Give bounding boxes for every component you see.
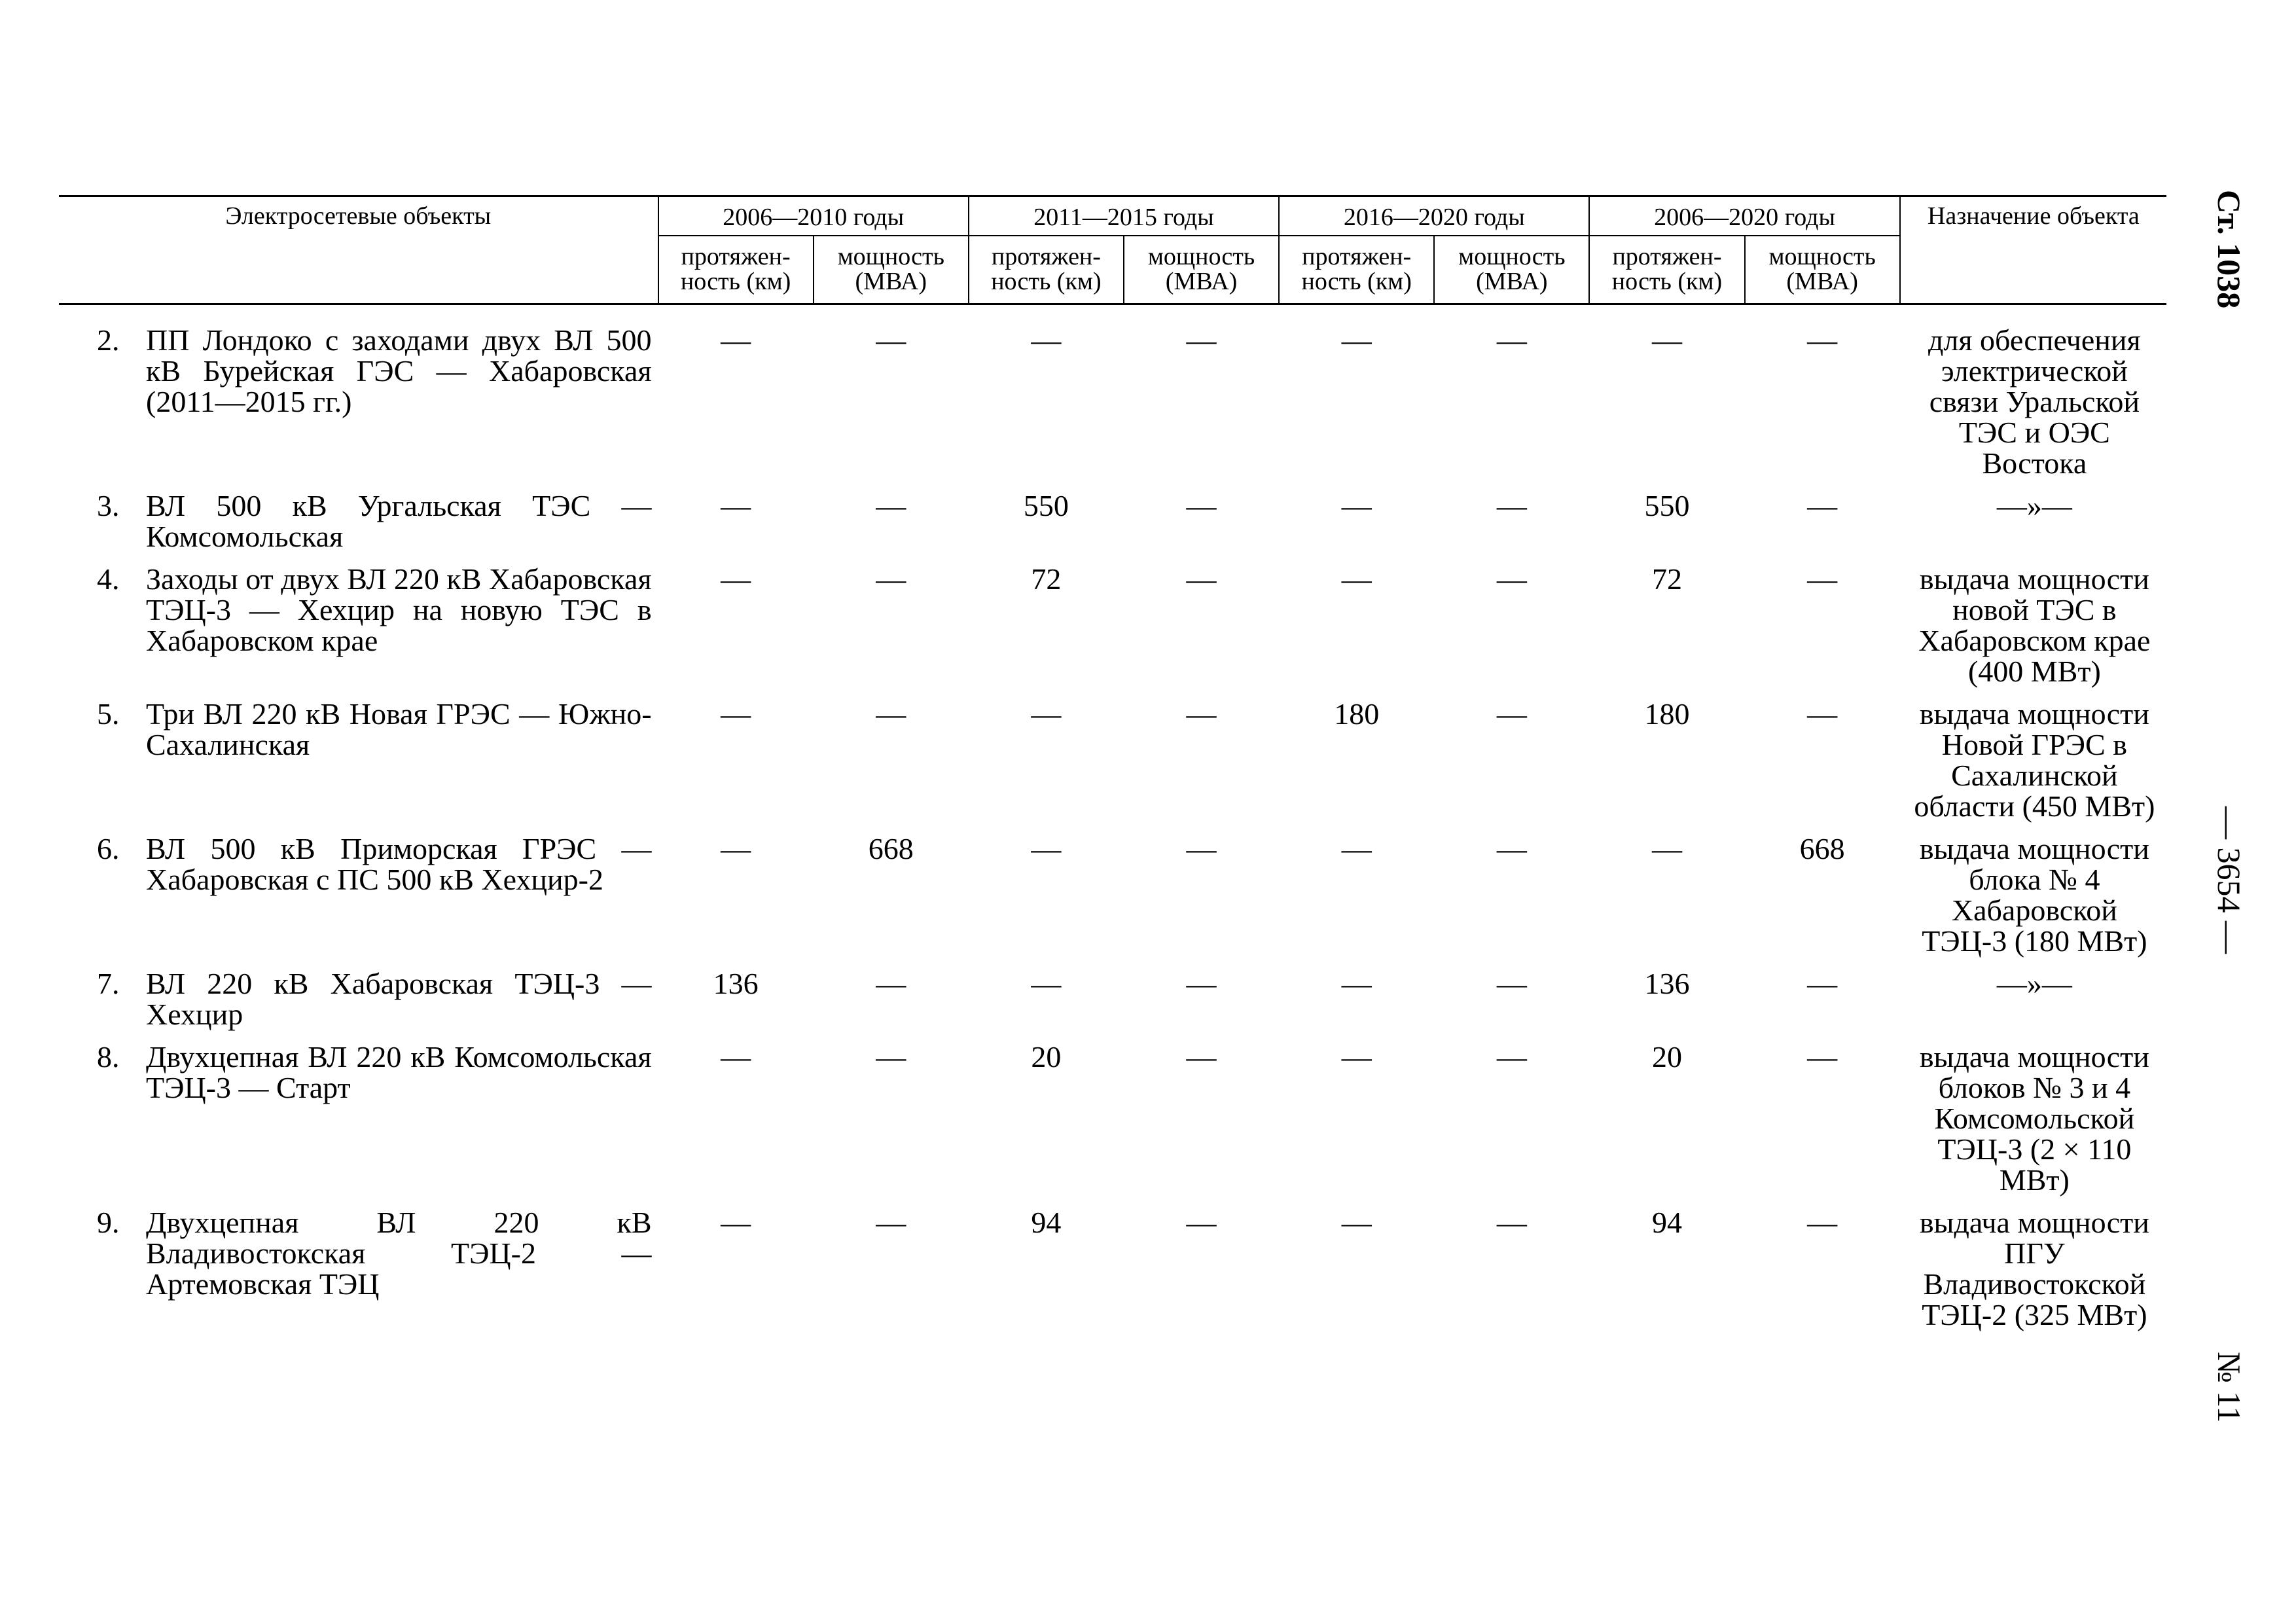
length-value: —: [721, 489, 751, 522]
header-length: протяжен-ность (км): [1279, 236, 1434, 304]
power-value: —: [876, 323, 906, 357]
power-value: —: [1496, 323, 1527, 357]
power-value: —: [1496, 562, 1527, 596]
table-row: [59, 698, 2166, 833]
power-value: —: [1186, 967, 1217, 1000]
power-value: 668: [868, 832, 914, 865]
header-power: мощность (МВА): [814, 236, 969, 304]
table-row: [59, 1207, 2166, 1342]
length-value: —: [1341, 1206, 1372, 1239]
power-value: —: [876, 489, 906, 522]
table-row: [59, 968, 2166, 1041]
power-value: —: [1186, 832, 1217, 865]
power-grid-table: [59, 195, 2166, 1342]
object-cell: [59, 304, 658, 491]
length-value: 94: [1031, 1206, 1062, 1239]
length-value: —: [1341, 323, 1372, 357]
object-name: ПП Лондоко с заходами двух ВЛ 500 кВ Бурейская ГЭС — Хабаровская (2011—2015 гг.): [146, 323, 652, 418]
header-period-1: 2006—2010 годы: [658, 196, 969, 236]
object-cell: [59, 1041, 658, 1207]
purpose-cell: выдача мощности ПГУ Владивостокской ТЭЦ-2 (325 МВт): [1919, 1206, 2149, 1331]
power-value: —: [1186, 489, 1217, 522]
power-value: 668: [1799, 832, 1845, 865]
length-value: 136: [1644, 967, 1690, 1000]
power-value: —: [1807, 697, 1838, 731]
row-number: 8.: [97, 1040, 120, 1074]
issue-number: № 11: [2211, 1352, 2248, 1423]
length-value: —: [1341, 832, 1372, 865]
header-power: мощность (МВА): [1434, 236, 1589, 304]
length-value: —: [1031, 967, 1062, 1000]
row-number: 5.: [97, 697, 120, 731]
object-name: ВЛ 500 кВ Ургальская ТЭС — Комсомольская: [146, 489, 652, 553]
power-value: —: [1186, 1040, 1217, 1074]
object-cell: [59, 490, 658, 564]
header-length: протяжен-ность (км): [1589, 236, 1744, 304]
object-cell: [59, 1207, 658, 1342]
header-length: протяжен-ность (км): [969, 236, 1124, 304]
power-value: —: [1807, 323, 1838, 357]
row-number: 2.: [97, 323, 120, 357]
object-name: Двухцепная ВЛ 220 кВ Владивостокская ТЭЦ-2 — Артемовская ТЭЦ: [146, 1206, 652, 1301]
length-value: 20: [1651, 1040, 1682, 1074]
power-value: —: [876, 562, 906, 596]
header-length: протяжен-ность (км): [658, 236, 814, 304]
length-value: —: [721, 1040, 751, 1074]
object-cell: [59, 564, 658, 698]
length-value: —: [721, 562, 751, 596]
power-value: —: [1807, 1040, 1838, 1074]
purpose-cell: выдача мощности новой ТЭС в Хабаровском крае (400 МВт): [1918, 562, 2151, 688]
object-cell: [59, 698, 658, 833]
length-value: —: [1031, 697, 1062, 731]
purpose-cell: —»—: [1996, 967, 2072, 1000]
power-value: —: [1186, 562, 1217, 596]
power-value: —: [1496, 1206, 1527, 1239]
object-cell: [59, 968, 658, 1041]
length-value: —: [1341, 562, 1372, 596]
purpose-cell: для обеспечения электрической связи Уральской ТЭС и ОЭС Востока: [1928, 323, 2141, 480]
row-number: 9.: [97, 1206, 120, 1239]
length-value: —: [1651, 323, 1682, 357]
length-value: 72: [1651, 562, 1682, 596]
length-value: —: [721, 323, 751, 357]
length-value: —: [1031, 323, 1062, 357]
length-value: 550: [1023, 489, 1069, 522]
purpose-cell: —»—: [1996, 489, 2072, 522]
header-purpose: Назначение объекта: [1900, 196, 2166, 304]
header-power: мощность (МВА): [1745, 236, 1900, 304]
power-value: —: [1496, 489, 1527, 522]
length-value: —: [1341, 1040, 1372, 1074]
header-period-3: 2016—2020 годы: [1279, 196, 1589, 236]
row-number: 3.: [97, 489, 120, 522]
header-period-4: 2006—2020 годы: [1589, 196, 1899, 236]
power-value: —: [1186, 1206, 1217, 1239]
length-value: 94: [1651, 1206, 1682, 1239]
power-value: —: [1186, 697, 1217, 731]
length-value: 180: [1334, 697, 1380, 731]
header-period-2: 2011—2015 годы: [969, 196, 1279, 236]
table-row: [59, 564, 2166, 698]
table-row: [59, 1041, 2166, 1207]
object-cell: [59, 833, 658, 968]
table-row: [59, 833, 2166, 968]
power-value: —: [1496, 967, 1527, 1000]
object-name: ВЛ 220 кВ Хабаровская ТЭЦ-3 — Хехцир: [146, 967, 652, 1031]
row-number: 4.: [97, 562, 120, 596]
length-value: —: [1651, 832, 1682, 865]
power-value: —: [1496, 1040, 1527, 1074]
object-name: Три ВЛ 220 кВ Новая ГРЭС — Южно-Сахалинская: [146, 697, 652, 761]
power-value: —: [1186, 323, 1217, 357]
length-value: 550: [1644, 489, 1690, 522]
row-number: 6.: [97, 832, 120, 865]
power-value: —: [1496, 697, 1527, 731]
power-value: —: [1807, 489, 1838, 522]
object-name: ВЛ 500 кВ Приморская ГРЭС — Хабаровская с ПС 500 кВ Хехцир-2: [146, 832, 652, 896]
power-value: —: [876, 697, 906, 731]
page-number: — 3654 —: [2211, 806, 2248, 954]
power-value: —: [876, 1040, 906, 1074]
power-value: —: [1807, 967, 1838, 1000]
power-value: —: [1807, 1206, 1838, 1239]
power-value: —: [876, 967, 906, 1000]
header-objects: Электросетевые объекты: [59, 196, 658, 304]
power-value: —: [1496, 832, 1527, 865]
purpose-cell: выдача мощности блока № 4 Хабаровской ТЭЦ-3 (180 МВт): [1919, 832, 2149, 958]
object-name: Двухцепная ВЛ 220 кВ Комсомольская ТЭЦ-3 — Старт: [146, 1040, 652, 1104]
length-value: —: [1341, 967, 1372, 1000]
length-value: 72: [1031, 562, 1062, 596]
table-row: [59, 304, 2166, 491]
row-number: 7.: [97, 967, 120, 1000]
length-value: 20: [1031, 1040, 1062, 1074]
table-row: [59, 490, 2166, 564]
page-reference: Ст. 1038: [2211, 190, 2248, 309]
purpose-cell: выдача мощности блоков № 3 и 4 Комсомольской ТЭЦ-3 (2 × 110 МВт): [1919, 1040, 2149, 1197]
object-name: Заходы от двух ВЛ 220 кВ Хабаровская ТЭЦ-3 — Хехцир на новую ТЭС в Хабаровском крае: [146, 562, 652, 657]
header-power: мощность (МВА): [1124, 236, 1279, 304]
length-value: 136: [713, 967, 759, 1000]
length-value: 180: [1644, 697, 1690, 731]
length-value: —: [1031, 832, 1062, 865]
length-value: —: [721, 1206, 751, 1239]
length-value: —: [1341, 489, 1372, 522]
purpose-cell: выдача мощности Новой ГРЭС в Сахалинской области (450 МВт): [1914, 697, 2155, 823]
power-value: —: [1807, 562, 1838, 596]
power-value: —: [876, 1206, 906, 1239]
length-value: —: [721, 697, 751, 731]
length-value: —: [721, 832, 751, 865]
